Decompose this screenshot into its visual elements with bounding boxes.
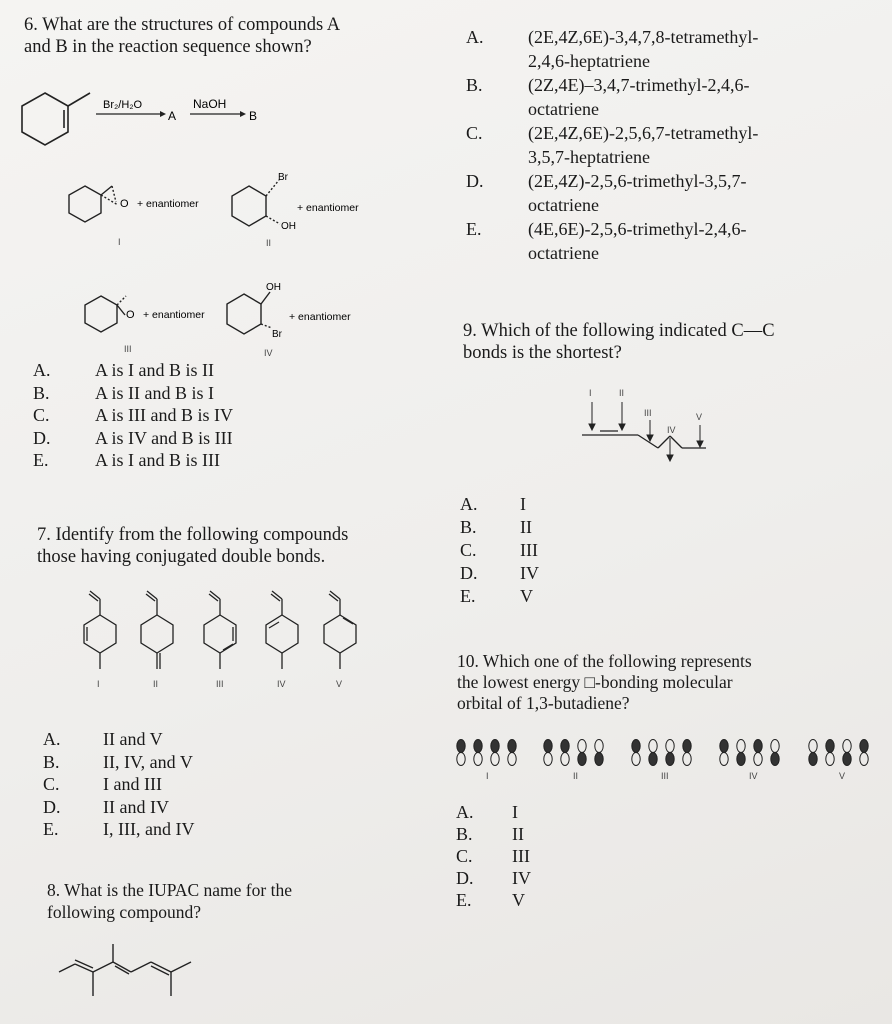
q8-option-c[interactable]: [466, 121, 758, 169]
structure-ii-label: II: [266, 238, 272, 248]
orbital-lobe: [666, 753, 674, 766]
orbital-lobe: [561, 740, 569, 753]
structure-ii-oh: OH: [281, 221, 296, 232]
structure-iv-enantiomer: + enantiomer: [289, 311, 351, 323]
option-text-line2: octatriene: [528, 243, 599, 263]
option-text: I: [520, 494, 526, 514]
option-letter: A.: [456, 802, 474, 822]
q9-options: [460, 493, 539, 608]
arrow-1-head: [160, 111, 166, 117]
option-text: A is I and B is II: [95, 360, 214, 380]
q9-structure: [570, 380, 720, 470]
q6-title-line2: and B in the reaction sequence shown?: [24, 37, 312, 57]
q7-label-i: I: [97, 679, 100, 689]
product-b-label: B: [249, 109, 258, 123]
q7-option-e[interactable]: [43, 818, 194, 841]
option-text: V: [512, 890, 525, 910]
option-letter: B.: [466, 75, 483, 95]
reagent-naoh: NaOH: [193, 97, 227, 111]
q10-option-e[interactable]: [456, 889, 531, 911]
option-text-line1: (2E,4Z)-2,5,6-trimethyl-3,5,7-: [528, 171, 747, 191]
option-letter: B.: [43, 751, 60, 772]
option-letter: B.: [456, 824, 473, 844]
orbital-lobe: [737, 740, 745, 753]
orbital-lobe: [474, 740, 482, 753]
q8-option-d[interactable]: [466, 169, 758, 217]
q9-title-line2: bonds is the shortest?: [463, 343, 622, 363]
orbital-lobe: [683, 753, 691, 766]
option-text-line2: 3,5,7-heptatriene: [528, 147, 650, 167]
orbital-lobe: [666, 740, 674, 753]
option-text-line2: octatriene: [528, 195, 599, 215]
structure-iv-label: IV: [264, 348, 273, 358]
orbital-lobe: [737, 753, 745, 766]
q10-options: [456, 801, 531, 911]
q6-options: [33, 359, 233, 472]
cyclohexene-start: [22, 93, 90, 145]
orbital-lobe: [720, 753, 728, 766]
q7-structure-v: [324, 591, 356, 669]
orbital-lobe: [771, 753, 779, 766]
q7-title-line1: 7. Identify from the following compounds: [37, 525, 349, 545]
q7-option-d[interactable]: [43, 796, 194, 819]
q6-scheme: [0, 70, 420, 360]
q8-option-a[interactable]: [466, 25, 758, 73]
orbital-lobe: [649, 740, 657, 753]
q6-option-b[interactable]: [33, 382, 233, 405]
option-text: III: [520, 540, 538, 560]
option-letter: D.: [460, 563, 478, 583]
q10-question: [457, 651, 752, 714]
q10-option-a[interactable]: [456, 801, 531, 823]
option-text: A is I and B is III: [95, 450, 220, 470]
orbital-lobe: [491, 753, 499, 766]
orbital-lobe: [860, 740, 868, 753]
structure-ii: [232, 180, 280, 226]
orbital-lobe: [809, 753, 817, 766]
option-text: II and V: [103, 729, 163, 749]
option-letter: D.: [456, 868, 474, 888]
q10-label-i: I: [486, 771, 489, 781]
orbital-lobe: [595, 740, 603, 753]
option-letter: C.: [460, 540, 477, 560]
q10-orbital-set-3: [632, 740, 691, 766]
q9-option-b[interactable]: [460, 516, 539, 539]
q7-structure-iv: [266, 591, 298, 669]
q7-title-line2: those having conjugated double bonds.: [37, 547, 326, 567]
q10-orbital-set-4: [720, 740, 779, 766]
q10-label-iv: IV: [749, 771, 758, 781]
option-letter: A.: [466, 27, 484, 47]
option-letter: E.: [43, 819, 59, 839]
option-text: II: [512, 824, 524, 844]
q8-structure: [55, 940, 205, 1000]
q10-label-v: V: [839, 771, 846, 781]
orbital-lobe: [809, 740, 817, 753]
option-text: II and IV: [103, 796, 169, 817]
q10-orbitals: [455, 735, 885, 785]
q9-question: [463, 320, 775, 364]
option-text: III: [512, 846, 530, 866]
option-text: IV: [520, 563, 539, 583]
q8-option-e[interactable]: [466, 217, 758, 265]
option-letter: E.: [466, 219, 482, 239]
q6-option-a[interactable]: [33, 359, 233, 382]
option-letter: A.: [460, 494, 478, 514]
structure-iii-label: III: [124, 344, 132, 354]
q9-label-iii: III: [644, 408, 652, 418]
orbital-lobe: [754, 753, 762, 766]
option-letter: B.: [460, 517, 477, 537]
structure-ii-enantiomer: + enantiomer: [297, 202, 359, 214]
option-text-line1: (2E,4Z,6E)-2,5,6,7-tetramethyl-: [528, 123, 759, 143]
option-text: I and III: [103, 774, 162, 794]
orbital-lobe: [457, 740, 465, 753]
option-text: IV: [512, 868, 531, 888]
option-letter: D.: [43, 796, 61, 817]
structure-iii: [85, 296, 126, 332]
option-letter: C.: [43, 774, 60, 794]
q10-orbital-set-2: [544, 740, 603, 766]
orbital-lobe: [491, 740, 499, 753]
option-text: V: [520, 586, 533, 606]
q9-label-iv: IV: [667, 425, 676, 435]
orbital-lobe: [508, 740, 516, 753]
option-text: II, IV, and V: [103, 751, 193, 772]
option-letter: A.: [43, 729, 61, 749]
option-text-line1: (4E,6E)-2,5,6-trimethyl-2,4,6-: [528, 219, 747, 239]
q9-label-ii: II: [619, 388, 625, 398]
product-a-label: A: [168, 109, 177, 123]
option-letter: C.: [466, 123, 483, 143]
orbital-lobe: [632, 753, 640, 766]
q9-label-v: V: [696, 412, 703, 422]
q7-structure-iii: [204, 591, 236, 669]
q8-options: [466, 25, 758, 265]
structure-i: [69, 186, 118, 222]
orbital-lobe: [754, 740, 762, 753]
q10-option-c[interactable]: [456, 845, 531, 867]
q10-title-line2: the lowest energy □-bonding molecular: [457, 672, 733, 692]
option-text-line1: (2E,4Z,6E)-3,4,7,8-tetramethyl-: [528, 27, 759, 47]
option-text-line2: 2,4,6-heptatriene: [528, 51, 650, 71]
orbital-lobe: [578, 753, 586, 766]
q7-label-v: V: [336, 679, 343, 689]
q7-option-a[interactable]: [43, 728, 194, 751]
option-text-line2: octatriene: [528, 99, 599, 119]
q7-label-iii: III: [216, 679, 224, 689]
structure-i-enantiomer: + enantiomer: [137, 198, 199, 210]
option-text: I: [512, 802, 518, 822]
q7-label-ii: II: [153, 679, 159, 689]
orbital-lobe: [561, 753, 569, 766]
q9-title-line1: 9. Which of the following indicated C—C: [463, 321, 775, 341]
option-text: I, III, and IV: [103, 819, 195, 839]
q8-question: [47, 879, 292, 923]
option-text: A is II and B is I: [95, 382, 214, 403]
q7-structure-ii: [141, 591, 173, 669]
q10-label-iii: III: [661, 771, 669, 781]
option-text: A is III and B is IV: [95, 405, 233, 425]
q7-structure-i: [84, 591, 116, 669]
orbital-lobe: [826, 753, 834, 766]
arrow-2-head: [240, 111, 246, 117]
q6-title-line1: 6. What are the structures of compounds A: [24, 15, 341, 35]
structure-iii-enantiomer: + enantiomer: [143, 309, 205, 321]
reagent-br2: Br₂/H₂O: [103, 99, 143, 111]
option-letter: B.: [33, 382, 50, 403]
q10-label-ii: II: [573, 771, 579, 781]
q6-question: [24, 14, 340, 58]
q7-question: [37, 524, 348, 568]
option-letter: A.: [33, 360, 51, 380]
structure-iv-oh: OH: [266, 282, 281, 293]
option-letter: C.: [456, 846, 473, 866]
q9-option-e[interactable]: [460, 585, 539, 608]
structure-i-o: O: [120, 198, 129, 210]
option-letter: E.: [33, 450, 49, 470]
q9-option-c[interactable]: [460, 539, 539, 562]
structure-iv-br: Br: [272, 329, 282, 340]
orbital-lobe: [771, 740, 779, 753]
q8-title-line1: 8. What is the IUPAC name for the: [47, 880, 292, 900]
orbital-lobe: [826, 740, 834, 753]
option-letter: D.: [33, 427, 51, 448]
q10-option-b[interactable]: [456, 823, 531, 845]
option-letter: E.: [456, 890, 472, 910]
structure-iii-o: O: [126, 309, 135, 321]
q9-option-a[interactable]: [460, 493, 539, 516]
q7-label-iv: IV: [277, 679, 286, 689]
option-text-line1: (2Z,4E)–3,4,7-trimethyl-2,4,6-: [528, 75, 750, 95]
option-letter: D.: [466, 171, 484, 191]
orbital-lobe: [544, 740, 552, 753]
q10-orbital-set-5: [809, 740, 868, 766]
orbital-lobe: [457, 753, 465, 766]
option-text: A is IV and B is III: [95, 427, 233, 448]
q6-option-d[interactable]: [33, 427, 233, 450]
orbital-lobe: [544, 753, 552, 766]
orbital-lobe: [632, 740, 640, 753]
structure-iv: [227, 292, 272, 334]
q9-label-i: I: [589, 388, 592, 398]
q10-title-line3: orbital of 1,3-butadiene?: [457, 693, 630, 713]
q8-title-line2: following compound?: [47, 902, 202, 922]
orbital-lobe: [578, 740, 586, 753]
orbital-lobe: [720, 740, 728, 753]
q6-option-c[interactable]: [33, 404, 233, 427]
q10-option-d[interactable]: [456, 867, 531, 889]
option-text: II: [520, 517, 532, 537]
q7-option-b[interactable]: [43, 751, 194, 774]
q8-option-b[interactable]: [466, 73, 758, 121]
orbital-lobe: [843, 740, 851, 753]
q7-structures: [70, 585, 370, 690]
orbital-lobe: [683, 740, 691, 753]
orbital-lobe: [860, 753, 868, 766]
structure-i-label: I: [118, 237, 121, 247]
q6-option-e[interactable]: [33, 449, 233, 472]
structure-ii-br: Br: [278, 172, 288, 183]
orbital-lobe: [595, 753, 603, 766]
orbital-lobe: [843, 753, 851, 766]
q10-title-line1: 10. Which one of the following represents: [457, 651, 752, 671]
q10-orbital-set-1: [457, 740, 516, 766]
orbital-lobe: [474, 753, 482, 766]
q9-option-d[interactable]: [460, 562, 539, 585]
orbital-lobe: [508, 753, 516, 766]
q7-option-c[interactable]: [43, 773, 194, 796]
option-letter: C.: [33, 405, 50, 425]
orbital-lobe: [649, 753, 657, 766]
q7-options: [43, 728, 194, 841]
option-letter: E.: [460, 586, 476, 606]
